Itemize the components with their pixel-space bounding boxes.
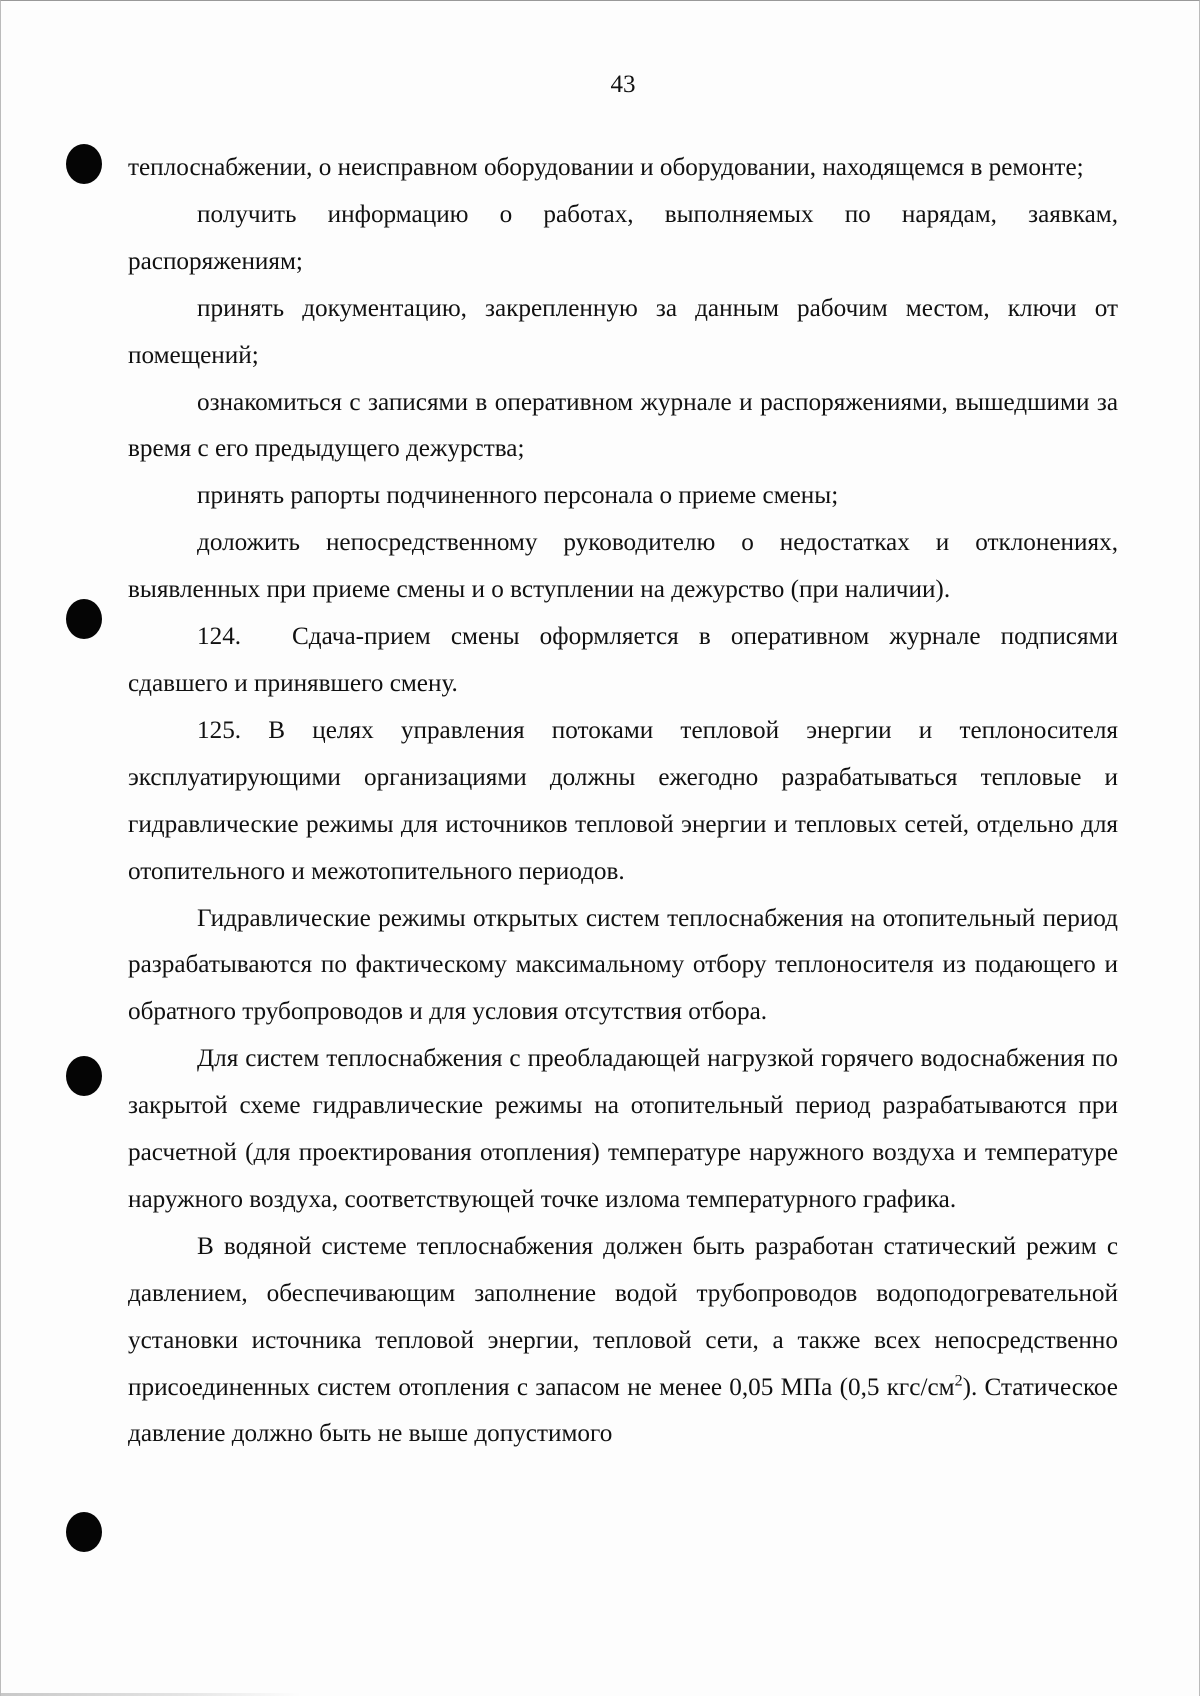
punch-hole-mark: [66, 144, 102, 184]
paragraph: теплоснабжении, о неисправном оборудовании и оборудовании, находящемся в ремонте;: [128, 154, 1084, 181]
punch-hole-mark: [66, 1056, 102, 1096]
paragraph: Для систем теплоснабжения с преобладающей нагрузкой горячего водоснабжения по закрытой схеме гидравлические режимы на отопительный период разрабатываются при расчетной (для проектирования отопления) температуре наружного воздуха и температуре наружного воздуха, соответствующей точке излома температурного графика.: [128, 1045, 1118, 1213]
document-body: [128, 145, 1118, 1458]
paragraph-text: В целях управления потоками тепловой энергии и теплоносителя эксплуатирующими организациями должны ежегодно разрабатываться тепловые и гидравлические режимы для источников тепловой энергии и тепловых сетей, отдельно для отопительного и межотопительного периодов.: [128, 716, 1118, 885]
paragraph: принять документацию, закрепленную за данным рабочим местом, ключи от помещений;: [128, 294, 1118, 369]
paragraph: принять рапорты подчиненного персонала о приеме смены;: [197, 482, 839, 510]
numbered-paragraph-125: [128, 708, 1118, 896]
paragraph: ознакомиться с записями в оперативном журнале и распоряжениями, вышедшими за время с его предыдущего дежурства;: [128, 388, 1118, 463]
paragraph-static-mode: [128, 1224, 1118, 1459]
superscript: 2: [954, 1372, 963, 1390]
paragraph-text: ). Статическое давление должно быть не выше допустимого: [128, 1373, 1118, 1448]
numbered-paragraph-124: [128, 614, 1118, 708]
paragraph-text: Сдача-прием смены оформляется в оперативном журнале подписями сдавшего и принявшего смену.: [128, 623, 1118, 697]
page-number: 43: [610, 71, 636, 98]
item-number: 124.: [197, 623, 242, 651]
punch-hole-mark: [66, 1512, 102, 1552]
paragraph-text: В водяной системе теплоснабжения должен быть разработан статический режим с давлением, обеспечивающим заполнение водой трубопроводов водоподогревательной установки источника тепловой энергии, тепловой сети, а также всех непосредственно присоединенных систем отопления с запасом не менее 0,05 МПа (0,5 кгс/см: [128, 1232, 1118, 1401]
item-number: 125.: [197, 716, 242, 744]
paragraph: получить информацию о работах, выполняемых по нарядам, заявкам, распоряжениям;: [128, 200, 1118, 275]
paragraph: доложить непосредственному руководителю о недостатках и отклонениях, выявленных при приеме смены и о вступлении на дежурство (при наличии).: [128, 529, 1118, 604]
punch-hole-mark: [66, 599, 102, 639]
paragraph: Гидравлические режимы открытых систем теплоснабжения на отопительный период разрабатываются по фактическому максимальному отбору теплоносителя из подающего и обратного трубопроводов и для условия отсутствия отбора.: [128, 904, 1118, 1026]
